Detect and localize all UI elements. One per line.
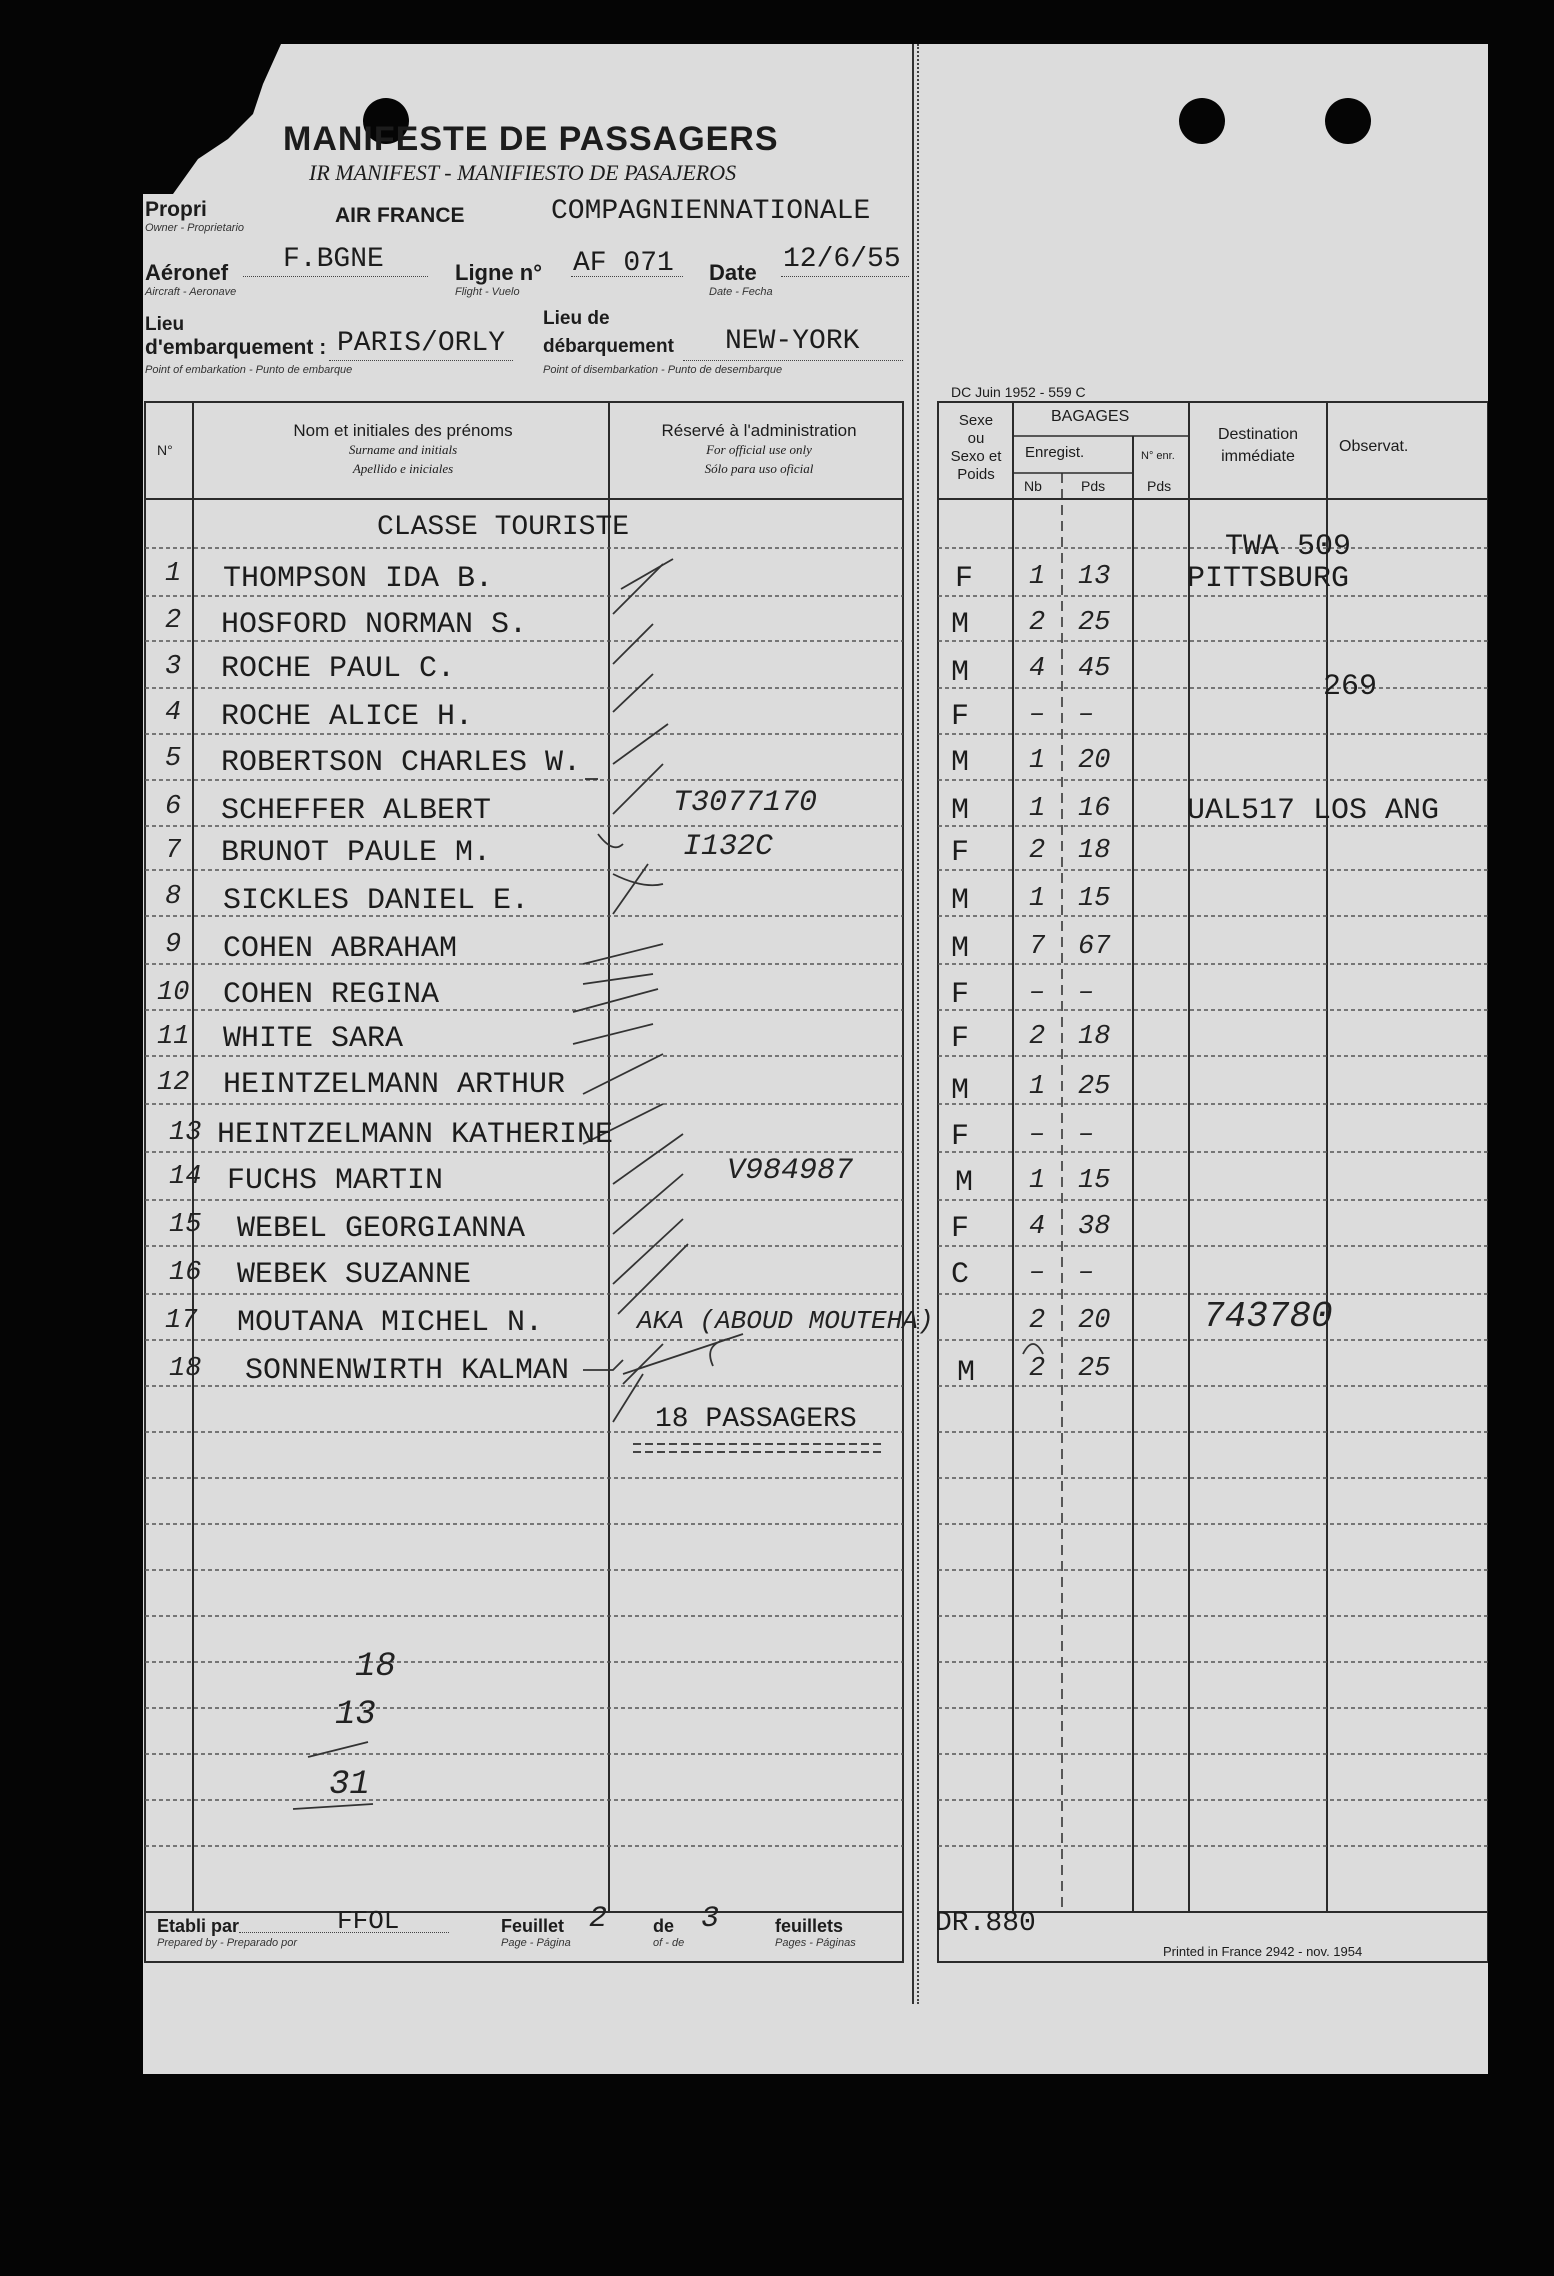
- passenger-name: FUCHS MARTIN: [227, 1164, 444, 1198]
- of-sublabel: of - de: [653, 1937, 685, 1949]
- tally-line-2: 13: [335, 1696, 376, 1734]
- form-reference: DC Juin 1952 - 559 C: [951, 384, 1086, 400]
- row-number: 15: [169, 1210, 202, 1240]
- col-no-header: N°: [157, 442, 173, 458]
- passenger-sex: F: [951, 700, 970, 734]
- prepared-sublabel: Prepared by - Preparado por: [157, 1937, 298, 1949]
- document-title: MANIFESTE DE PASSAGERS: [283, 120, 779, 158]
- owner-sublabel: Owner - Proprietario: [145, 222, 245, 234]
- passenger-name: SCHEFFER ALBERT: [221, 794, 492, 828]
- baggage-count: 4: [1029, 1212, 1046, 1242]
- row-number: 16: [169, 1258, 202, 1288]
- baggage-weight: 67: [1078, 932, 1111, 962]
- disembark-sublabel: Point of disembarkation - Punto de desembarque: [543, 364, 783, 376]
- baggage-weight: 25: [1078, 1354, 1111, 1384]
- destination: PITTSBURG: [1187, 562, 1350, 596]
- col-extra-header: N° enr.: [1141, 450, 1175, 462]
- baggage-count: –: [1029, 1258, 1046, 1288]
- owner-label: Propri: [145, 198, 207, 221]
- of-label: de: [653, 1916, 675, 1936]
- row-number: 3: [165, 652, 182, 682]
- passenger-sex: M: [951, 794, 970, 828]
- flight-value: AF 071: [573, 248, 674, 279]
- passenger-name: COHEN REGINA: [223, 978, 440, 1012]
- baggage-count: 1: [1029, 562, 1046, 592]
- passenger-sex: F: [951, 978, 970, 1012]
- owner-value: AIR FRANCE: [335, 204, 465, 227]
- passenger-sex: M: [951, 932, 970, 966]
- row-number: 7: [165, 836, 182, 866]
- col-registered-header: Enregist.: [1025, 444, 1085, 461]
- row-number: 1: [165, 559, 182, 589]
- passenger-name: WHITE SARA: [223, 1022, 404, 1056]
- row-number: 9: [165, 930, 182, 960]
- passenger-name: ROCHE ALICE H.: [221, 700, 474, 734]
- destination-note-twa: TWA 509: [1225, 530, 1352, 564]
- of-value: 3: [701, 1902, 720, 1936]
- baggage-weight: –: [1078, 1258, 1095, 1288]
- baggage-weight: 15: [1078, 884, 1111, 914]
- baggage-count: –: [1029, 978, 1046, 1008]
- baggage-count: 2: [1029, 1306, 1046, 1336]
- passenger-sex: M: [955, 1166, 974, 1200]
- flight-sublabel: Flight - Vuelo: [455, 286, 520, 298]
- row-number: 14: [169, 1162, 202, 1192]
- manifest-document: [143, 44, 1488, 2074]
- passenger-sex: F: [951, 836, 970, 870]
- baggage-weight: 45: [1078, 654, 1111, 684]
- baggage-weight: 25: [1078, 608, 1111, 638]
- col-extra-pds-header: Pds: [1147, 478, 1172, 494]
- col-observations-header: Observat.: [1339, 438, 1409, 455]
- owner-stamp: COMPAGNIENNATIONALE: [551, 196, 871, 227]
- disembark-label-line1: Lieu de: [543, 308, 610, 329]
- passenger-sex: M: [951, 608, 970, 642]
- baggage-weight: 16: [1078, 794, 1111, 824]
- passenger-name: COHEN ABRAHAM: [223, 932, 458, 966]
- sheets-label: feuillets: [775, 1916, 844, 1936]
- passenger-total: 18 PASSAGERS: [655, 1404, 857, 1435]
- prepared-label: Etabli par: [157, 1916, 240, 1936]
- baggage-count: –: [1029, 700, 1046, 730]
- form-number: DR.880: [935, 1908, 1036, 1939]
- embark-value: PARIS/ORLY: [337, 328, 506, 359]
- destination: UAL517 LOS ANG: [1187, 794, 1440, 828]
- col-destination-header: Destination immédiate: [1217, 426, 1299, 465]
- tally-line-1: 18: [355, 1648, 396, 1686]
- passenger-sex: F: [955, 562, 974, 596]
- baggage-count: 7: [1029, 932, 1046, 962]
- date-label: Date: [709, 260, 757, 285]
- date-sublabel: Date - Fecha: [709, 286, 773, 298]
- baggage-count: 2: [1029, 1354, 1046, 1384]
- passenger-sex: F: [951, 1120, 970, 1154]
- baggage-count: 2: [1029, 836, 1046, 866]
- printed-note: Printed in France 2942 - nov. 1954: [1163, 1944, 1363, 1959]
- aircraft-sublabel: Aircraft - Aeronave: [145, 286, 237, 298]
- passenger-sex: F: [951, 1212, 970, 1246]
- passenger-name: HOSFORD NORMAN S.: [221, 608, 528, 642]
- passenger-name: BRUNOT PAULE M.: [221, 836, 492, 870]
- prepared-value: FFOL: [337, 1906, 400, 1936]
- passenger-name: SICKLES DANIEL E.: [223, 884, 530, 918]
- passenger-name: ROCHE PAUL C.: [221, 652, 456, 686]
- passenger-sex: M: [951, 1074, 970, 1108]
- baggage-weight: 13: [1078, 562, 1111, 592]
- row-number: 18: [169, 1354, 202, 1384]
- embark-label-line1: Lieu: [145, 314, 185, 335]
- passenger-name: WEBEK SUZANNE: [237, 1258, 472, 1292]
- col-nb-header: Nb: [1024, 478, 1042, 494]
- col-pds-header: Pds: [1081, 478, 1106, 494]
- admin-note: AKA (ABOUD MOUTEHA): [637, 1306, 934, 1336]
- row-number: 4: [165, 698, 182, 728]
- row-number: 13: [169, 1118, 202, 1148]
- row-number: 11: [157, 1022, 190, 1052]
- col-name-header: Nom et initiales des prénoms Surname and initials Apellido e iniciales: [293, 421, 513, 476]
- disembark-value: NEW-YORK: [725, 326, 860, 357]
- passenger-sex: M: [951, 884, 970, 918]
- passenger-name: ROBERTSON CHARLES W.: [221, 746, 582, 780]
- admin-note: T3077170: [673, 786, 818, 820]
- date-value: 12/6/55: [783, 244, 901, 275]
- baggage-weight: –: [1078, 1120, 1095, 1150]
- passenger-sex: M: [957, 1356, 976, 1390]
- tally-line-3: 31: [329, 1766, 370, 1804]
- baggage-weight: –: [1078, 700, 1095, 730]
- baggage-weight: –: [1078, 978, 1095, 1008]
- baggage-weight: 18: [1078, 1022, 1111, 1052]
- baggage-weight: 20: [1078, 1306, 1111, 1336]
- passenger-sex: M: [951, 656, 970, 690]
- col-baggage-header: BAGAGES: [1051, 408, 1130, 425]
- baggage-count: 1: [1029, 1072, 1046, 1102]
- passenger-sex: F: [951, 1022, 970, 1056]
- baggage-count: 2: [1029, 608, 1046, 638]
- baggage-weight: 25: [1078, 1072, 1111, 1102]
- baggage-count: 2: [1029, 1022, 1046, 1052]
- sheet-label: Feuillet: [501, 1916, 565, 1936]
- passenger-name: HEINTZELMANN ARTHUR: [223, 1068, 566, 1102]
- document-subtitle: IR MANIFEST - MANIFIESTO DE PASAJEROS: [309, 160, 737, 185]
- col-sex-header: Sexe ou Sexo et Poids: [950, 412, 1002, 483]
- observation-note: 269: [1323, 670, 1378, 704]
- col-admin-header: Réservé à l'administration For official use only Sólo para uso oficial: [661, 421, 857, 476]
- baggage-count: 1: [1029, 746, 1046, 776]
- aircraft-label: Aéronef: [145, 260, 229, 285]
- passenger-name: THOMPSON IDA B.: [223, 562, 494, 596]
- passenger-name: WEBEL GEORGIANNA: [237, 1212, 526, 1246]
- passenger-sex: C: [951, 1258, 970, 1292]
- section-label: CLASSE TOURISTE: [377, 512, 630, 543]
- row-number: 10: [157, 978, 190, 1008]
- baggage-count: –: [1029, 1120, 1046, 1150]
- row-number: 8: [165, 882, 182, 912]
- passenger-sex: M: [951, 746, 970, 780]
- row-number: 2: [165, 606, 182, 636]
- baggage-weight: 18: [1078, 836, 1111, 866]
- sheets-sublabel: Pages - Páginas: [775, 1937, 856, 1949]
- baggage-weight: 20: [1078, 746, 1111, 776]
- destination: 743780: [1203, 1296, 1333, 1337]
- row-number: 17: [165, 1306, 198, 1336]
- sheet-sublabel: Page - Página: [501, 1937, 571, 1949]
- admin-note: I132C: [683, 830, 774, 864]
- passenger-name: MOUTANA MICHEL N.: [237, 1306, 544, 1340]
- sheet-value: 2: [589, 1902, 608, 1936]
- row-number: 5: [165, 744, 182, 774]
- passenger-name: HEINTZELMANN KATHERINE: [217, 1118, 614, 1152]
- admin-note: V984987: [727, 1154, 854, 1188]
- baggage-weight: 15: [1078, 1166, 1111, 1196]
- baggage-count: 1: [1029, 1166, 1046, 1196]
- disembark-label-line2: débarquement: [543, 336, 674, 357]
- baggage-count: 4: [1029, 654, 1046, 684]
- embark-label-line2: d'embarquement :: [145, 336, 327, 359]
- aircraft-value: F.BGNE: [283, 244, 384, 275]
- flight-label: Ligne n°: [455, 260, 543, 285]
- baggage-count: 1: [1029, 794, 1046, 824]
- passenger-name: SONNENWIRTH KALMAN: [245, 1354, 570, 1388]
- row-number: 12: [157, 1068, 190, 1098]
- row-number: 6: [165, 792, 182, 822]
- baggage-weight: 38: [1078, 1212, 1111, 1242]
- baggage-count: 1: [1029, 884, 1046, 914]
- embark-sublabel: Point of embarkation - Punto de embarque: [145, 364, 353, 376]
